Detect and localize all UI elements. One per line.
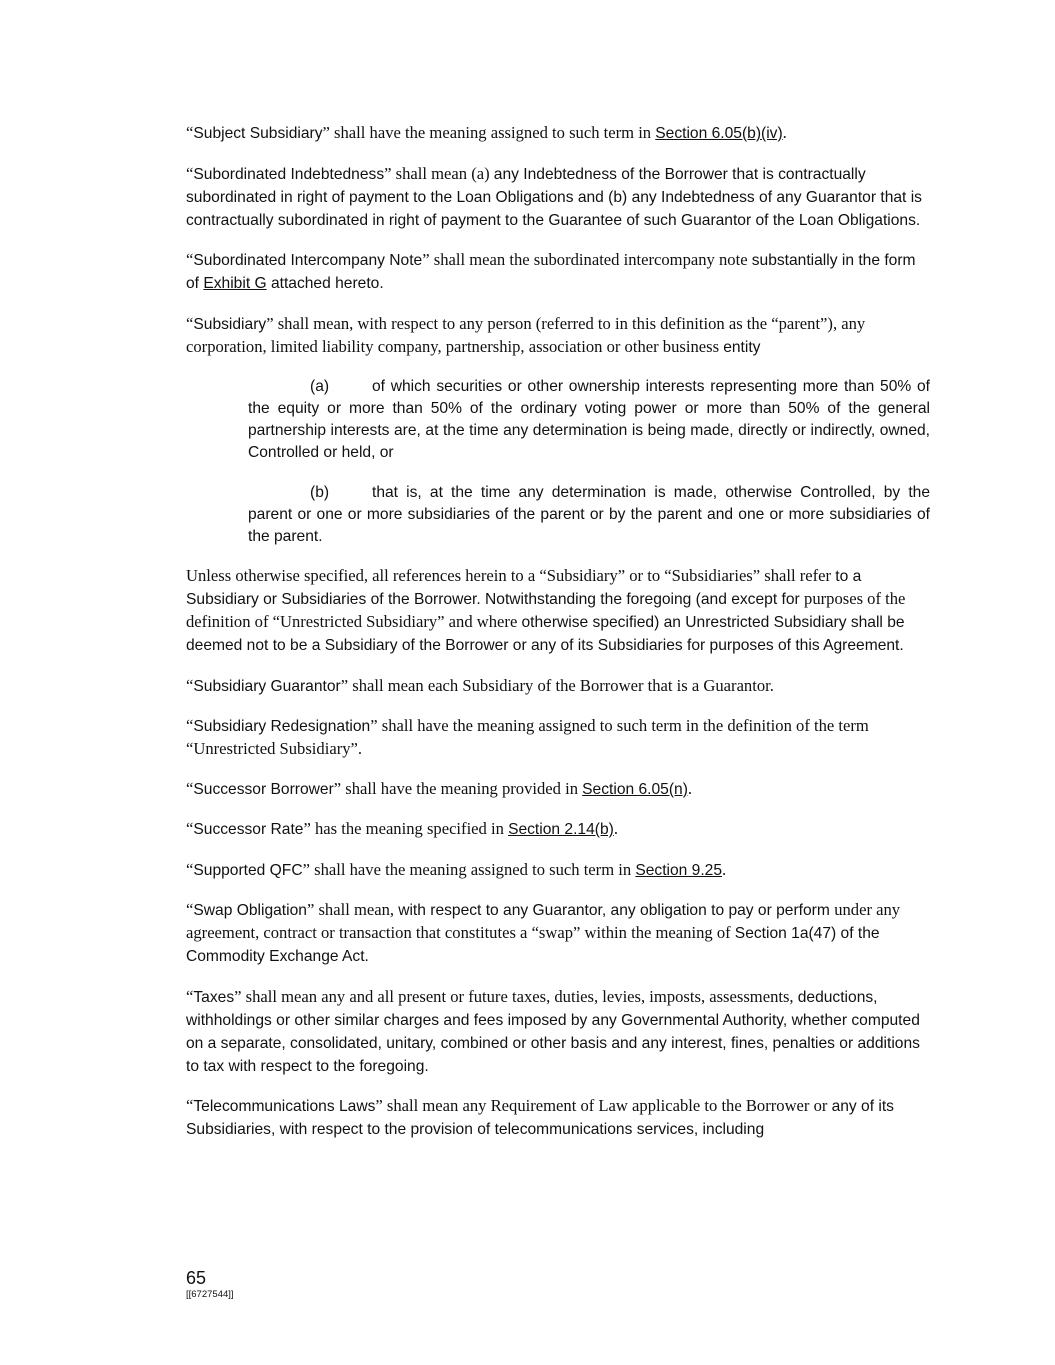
section-link[interactable]: Section 9.25: [635, 861, 723, 879]
definition-swap-obligation: “Swap Obligation” shall mean, with respect to any Guarantor, any obligation to pay or perform under any agreement, contract or transaction that constitutes a “swap” within the meaning of Section 1a(47) of the Commodity Exchange Act.: [186, 900, 901, 965]
section-link[interactable]: Section 2.14(b): [508, 821, 614, 838]
defined-term: Taxes: [193, 988, 235, 1006]
clause-label: (a): [310, 378, 330, 395]
defined-term: Successor Rate: [193, 821, 304, 838]
subsidiary-general-paragraph: Unless otherwise specified, all references herein to a “Subsidiary” or to “Subsidiaries” shall refer to a Subsidiary or Subsidiaries of the Borrower. Notwithstanding the foregoing (and except for purposes of the definition of “Unrestricted Subsidiary” and where otherwise specified) an Unrestricted Subsidiary shall be deemed not to be a Subsidiary of the Borrower or any of its Subsidiaries for purposes of this Agreement.: [186, 566, 906, 654]
section-link[interactable]: Section 6.05(n): [582, 780, 688, 798]
defined-term: Successor Borrower: [193, 780, 334, 798]
document-id: [[6727544]]: [186, 1289, 234, 1300]
defined-term: Subsidiary Guarantor: [193, 677, 341, 695]
page-footer: [186, 1268, 234, 1302]
defined-term: Subject Subsidiary: [193, 125, 323, 142]
section-link[interactable]: Section 6.05(b)(iv): [655, 125, 783, 142]
definition-taxes: “Taxes” shall mean any and all present or future taxes, duties, levies, imposts, assessments, deductions, withholdings or other similar charges and fees imposed by any Governmental Authority, whether computed on a separate, consolidated, unitary, combined or other basis and any interest, fines, penalties or additions to tax with respect to the foregoing.: [186, 986, 920, 1075]
definition-subordinated-intercompany-note: “Subordinated Intercompany Note” shall mean the subordinated intercompany note substantially in the form of Exhibit G attached hereto.: [186, 250, 916, 292]
definition-successor-rate: “Successor Rate” has the meaning specified in Section 2.14(b).: [186, 819, 618, 838]
defined-term: Subsidiary Redesignation: [193, 718, 371, 735]
definition-subsidiary: “Subsidiary” shall mean, with respect to any person (referred to in this definition as the “parent”), any corporation, limited liability company, partnership, association or other business entity: [186, 313, 866, 356]
definition-successor-borrower: “Successor Borrower” shall have the meaning provided in Section 6.05(n).: [186, 778, 693, 798]
subsidiary-clause-b: (b) that is, at the time any determination is made, otherwise Controlled, by the parent or one or more subsidiaries of the parent or by the parent and one or more subsidiaries of the parent.: [248, 483, 930, 545]
defined-term: Telecommunications Laws: [193, 1098, 376, 1115]
definition-telecommunications-laws: “Telecommunications Laws” shall mean any Requirement of Law applicable to the Borrower or any of its Subsidiaries, with respect to the provision of telecommunications services, including: [186, 1096, 894, 1138]
defined-term: Swap Obligation: [193, 902, 307, 919]
defined-term: Subordinated Indebtedness: [193, 165, 385, 183]
defined-term: Supported QFC: [193, 861, 303, 879]
definition-subsidiary-guarantor: “Subsidiary Guarantor” shall mean each Subsidiary of the Borrower that is a Guarantor.: [186, 675, 774, 695]
page-number: 65: [186, 1268, 207, 1288]
definition-subject-subsidiary: “Subject Subsidiary” shall have the meaning assigned to such term in Section 6.05(b)(iv).: [186, 123, 787, 142]
definition-subsidiary-redesignation: “Subsidiary Redesignation” shall have the meaning assigned to such term in the definition of the term “Unrestricted Subsidiary”.: [186, 716, 869, 758]
clause-label: (b): [310, 483, 330, 501]
exhibit-link[interactable]: Exhibit G: [203, 275, 267, 292]
defined-term: Subsidiary: [193, 315, 267, 333]
definition-subordinated-indebtedness: “Subordinated Indebtedness” shall mean (a) any Indebtedness of the Borrower that is contractually subordinated in right of payment to the Loan Obligations and (b) any Indebtedness of any Guarantor that is contractually subordinated in right of payment to the Guarantee of such Guarantor of the Loan Obligations.: [186, 163, 922, 229]
definition-supported-qfc: “Supported QFC” shall have the meaning assigned to such term in Section 9.25.: [186, 859, 727, 879]
document-page: [186, 122, 930, 1159]
subsidiary-clause-a: (a) of which securities or other ownership interests representing more than 50% of the equity or more than 50% of the ordinary voting power or more than 50% of the general partnership interests are, at the time any determination is being made, directly or indirectly, owned, Controlled or held, or: [248, 378, 930, 461]
defined-term: Subordinated Intercompany Note: [193, 252, 423, 269]
